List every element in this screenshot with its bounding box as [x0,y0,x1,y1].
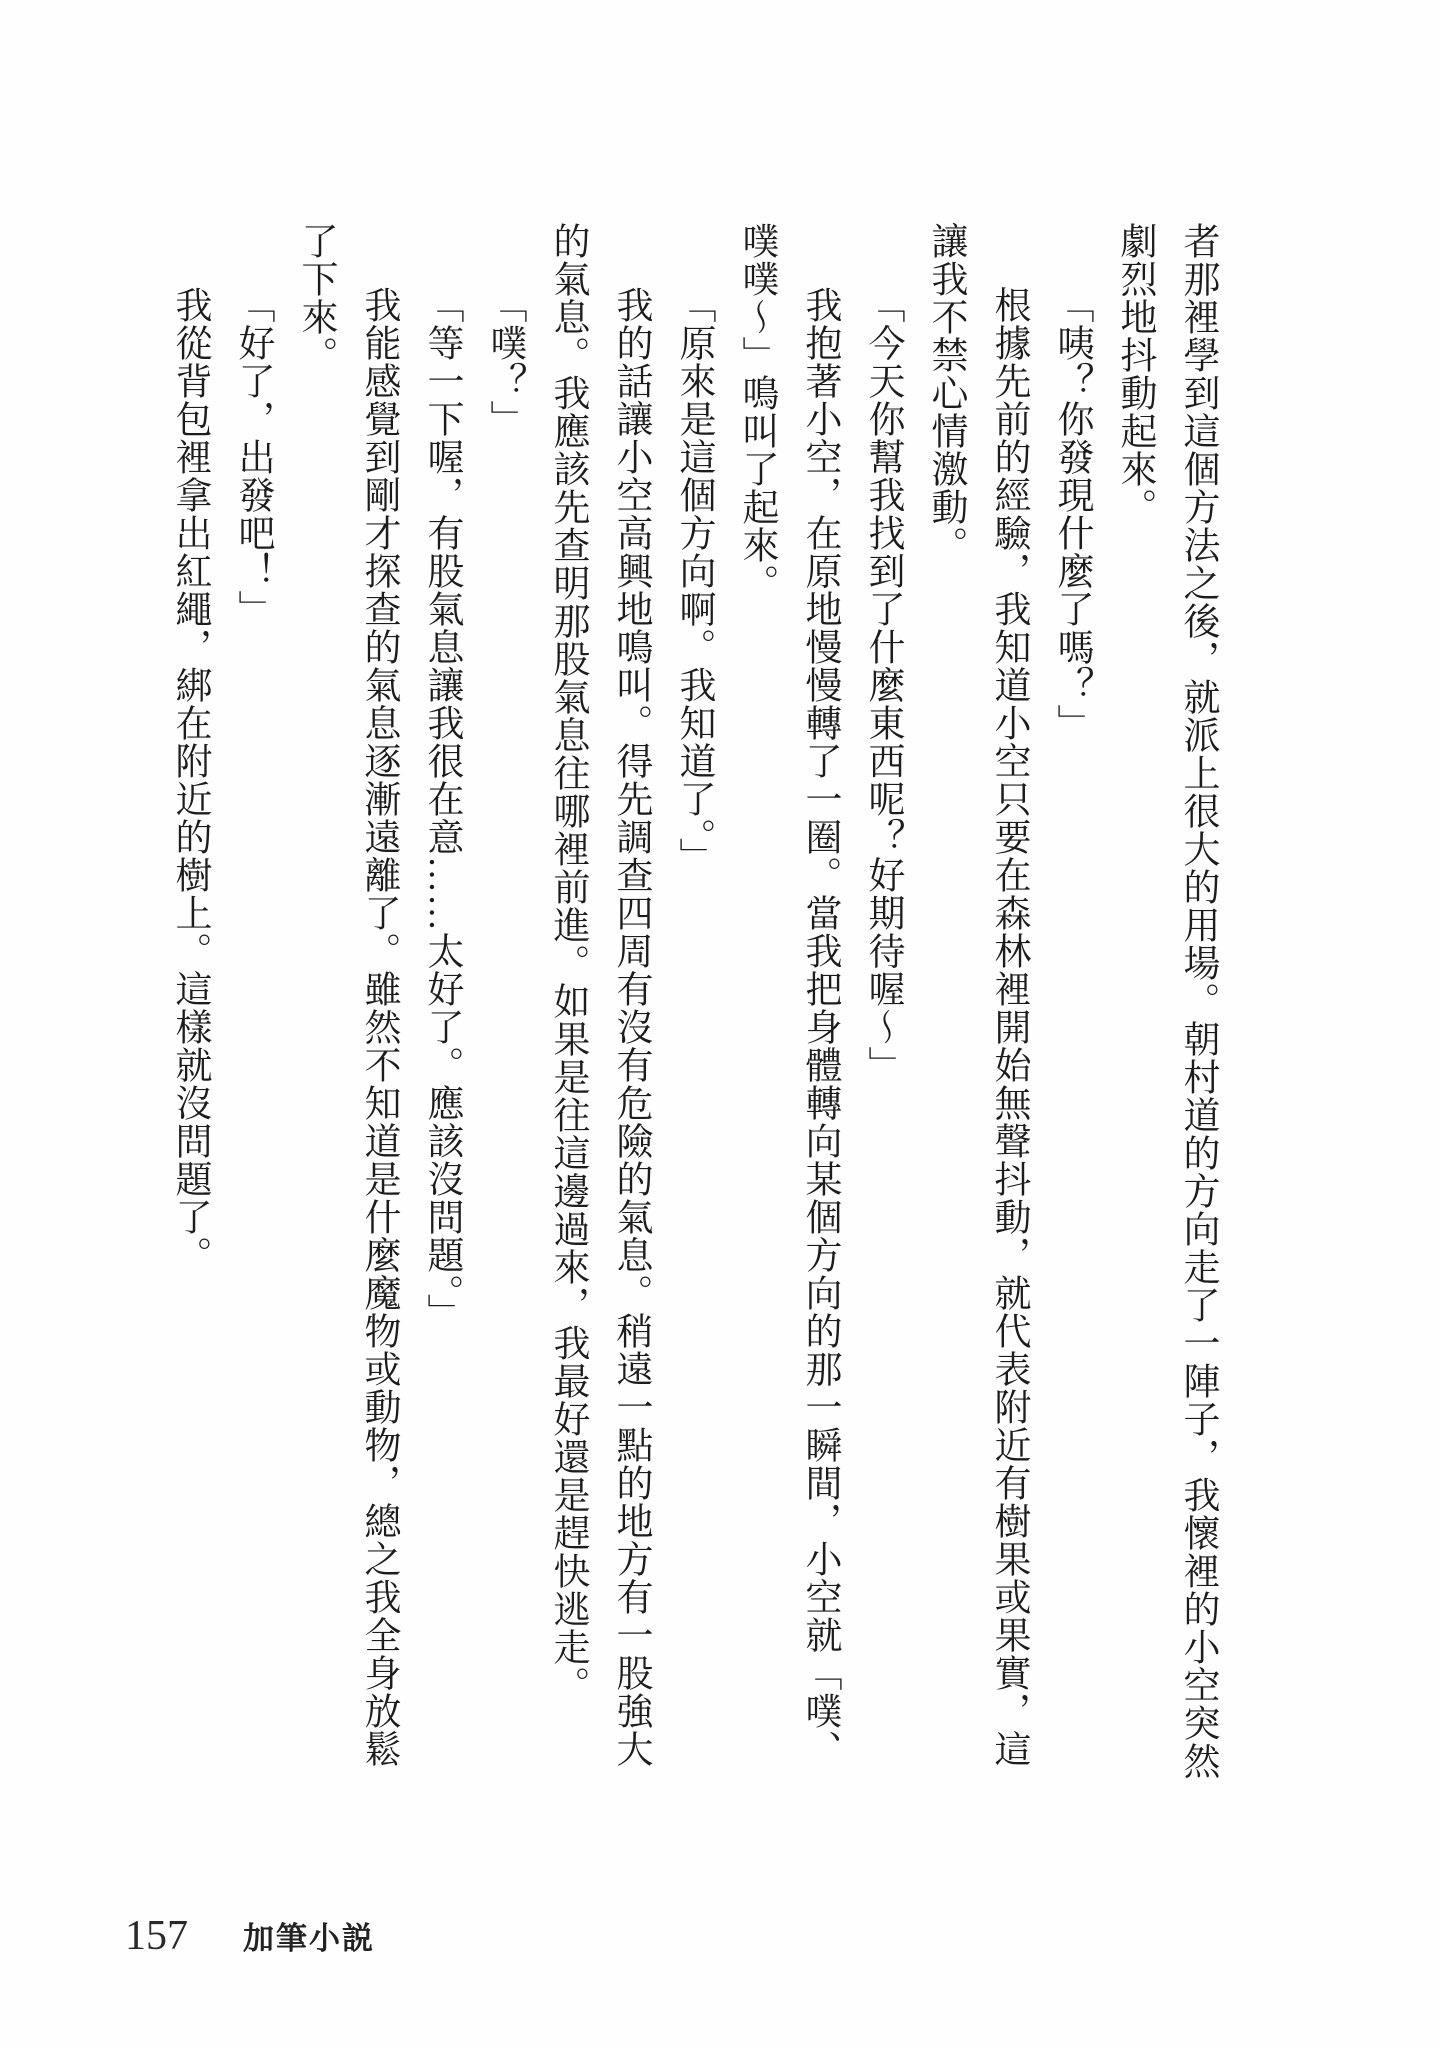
paragraph: 我抱著小空，在原地慢慢轉了一圈。當我把身體轉向某個方向的那一瞬間，小空就「噗、噗噗～」鳴叫了起來。 [736,222,840,1768]
paragraph: 「噗？」 [484,286,525,438]
paragraph: 「今天你幫我找到了什麼東西呢？好期待喔～」 [862,286,903,1084]
page-number: 157 [125,1913,188,1959]
paragraph: 「原來是這個方向啊。我知道了。」 [673,286,714,876]
paragraph: 根據先前的經驗，我知道小空只要在森林裡開始無聲抖動，就代表附近有樹果或果實，這讓我不禁心情激動。 [925,222,1029,1768]
paragraph: 者那裡學到這個方法之後，就派上很大的用場。朝村道的方向走了一陣子，我懷裡的小空突然劇烈地抖動起來。 [1114,222,1218,1780]
paragraph: 我從背包裡拿出紅繩，綁在附近的樹上。這樣就沒問題了。 [169,286,210,1274]
paragraph: 我能感覺到剛才探查的氣息逐漸遠離了。雖然不知道是什麼魔物或動物，總之我全身放鬆了下來。 [295,222,399,1768]
paragraph: 「等一下喔，有股氣息讓我很在意……太好了。應該沒問題。」 [421,286,462,1332]
paragraph: 我的話讓小空高興地鳴叫。得先調查四周有沒有危險的氣息。稍遠一點的地方有一股強大的氣息。我應該先查明那股氣息往哪裡前進。如果是往這邊過來，我最好還是趕快逃走。 [547,222,651,1768]
text-block [158,222,1229,1780]
section-label: 加筆小説 [243,1921,375,1956]
page-footer [0,1912,1440,1972]
paragraph: 「咦？你發現什麼了嗎？」 [1051,286,1092,742]
paragraph: 「好了，出發吧！」 [232,286,273,628]
